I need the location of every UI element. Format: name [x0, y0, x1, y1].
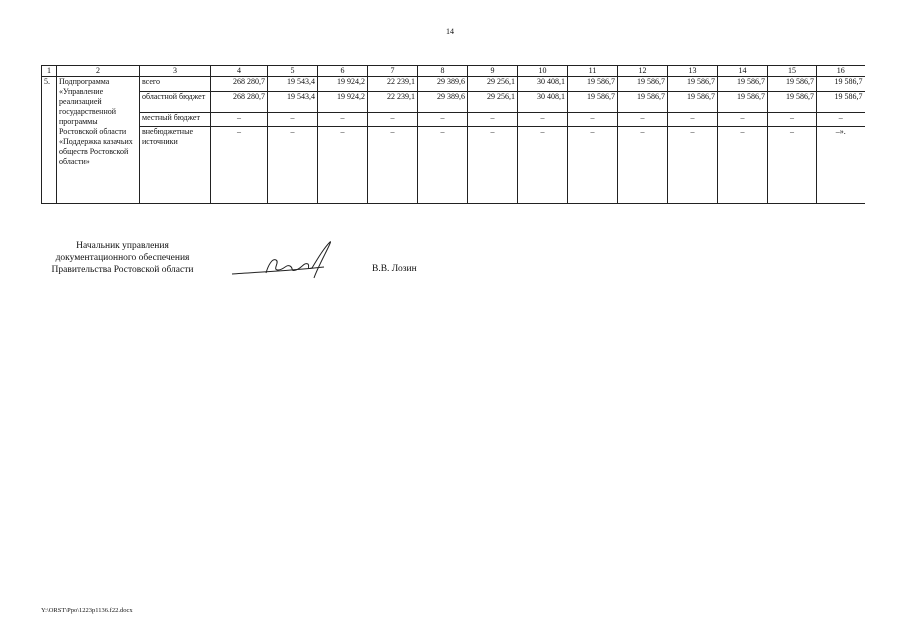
value-cell: 29 256,1: [468, 91, 518, 112]
value-cell: –: [418, 112, 468, 127]
header-cell: 7: [368, 66, 418, 77]
value-cell: –: [618, 127, 668, 204]
header-cell: 12: [618, 66, 668, 77]
signer-position-title: Начальник управления документационного обеспечения Правительства Ростовской области: [51, 241, 194, 275]
row-number: 5.: [42, 77, 57, 204]
value-cell: 19 586,7: [718, 77, 768, 92]
file-path: Y:\ORST\Ppo\1223p1136.f22.docx: [41, 607, 133, 614]
header-cell: 11: [568, 66, 618, 77]
value-cell: –: [518, 127, 568, 204]
value-cell: –: [268, 112, 318, 127]
signer-name: В.В. Лозин: [372, 264, 417, 274]
handwritten-signature: [228, 236, 338, 284]
value-cell: –: [211, 112, 268, 127]
page-number: 14: [446, 27, 454, 36]
value-cell: –».: [817, 127, 865, 204]
value-cell: 19 924,2: [318, 77, 368, 92]
value-cell: 19 543,4: [268, 77, 318, 92]
value-cell: 29 256,1: [468, 77, 518, 92]
value-cell: 19 924,2: [318, 91, 368, 112]
header-cell: 4: [211, 66, 268, 77]
value-cell: –: [518, 112, 568, 127]
value-cell: 29 389,6: [418, 91, 468, 112]
value-cell: 19 586,7: [768, 91, 817, 112]
table-row: [42, 91, 865, 112]
header-cell: 14: [718, 66, 768, 77]
header-cell: 5: [268, 66, 318, 77]
source-cell: областной бюджет: [140, 91, 211, 112]
value-cell: 19 586,7: [668, 91, 718, 112]
value-cell: –: [318, 112, 368, 127]
value-cell: 19 586,7: [618, 77, 668, 92]
header-cell: 6: [318, 66, 368, 77]
value-cell: 22 239,1: [368, 91, 418, 112]
header-cell: 2: [57, 66, 140, 77]
header-cell: 3: [140, 66, 211, 77]
table-row: [42, 77, 865, 92]
value-cell: –: [768, 127, 817, 204]
value-cell: –: [468, 127, 518, 204]
value-cell: –: [318, 127, 368, 204]
table-header-row: [42, 66, 865, 77]
source-cell: внебюджетные источники: [140, 127, 211, 204]
value-cell: 30 408,1: [518, 91, 568, 112]
header-cell: 9: [468, 66, 518, 77]
value-cell: 22 239,1: [368, 77, 418, 92]
value-cell: 19 586,7: [817, 91, 865, 112]
value-cell: 19 586,7: [668, 77, 718, 92]
value-cell: –: [668, 127, 718, 204]
header-cell: 10: [518, 66, 568, 77]
table-row: [42, 112, 865, 127]
value-cell: 30 408,1: [518, 77, 568, 92]
source-cell: местный бюджет: [140, 112, 211, 127]
value-cell: –: [368, 127, 418, 204]
program-name: Подпрограмма «Управление реализацией государственной программы Ростовской области «Поддержка казачьих обществ Ростовской области»: [57, 77, 140, 204]
header-cell: 15: [768, 66, 817, 77]
header-cell: 16: [817, 66, 865, 77]
value-cell: –: [718, 127, 768, 204]
value-cell: 268 280,7: [211, 77, 268, 92]
value-cell: 19 586,7: [768, 77, 817, 92]
value-cell: 19 543,4: [268, 91, 318, 112]
value-cell: –: [618, 112, 668, 127]
source-cell: всего: [140, 77, 211, 92]
value-cell: 29 389,6: [418, 77, 468, 92]
table-row: [42, 127, 865, 204]
value-cell: –: [468, 112, 518, 127]
value-cell: –: [211, 127, 268, 204]
value-cell: –: [268, 127, 318, 204]
value-cell: 19 586,7: [618, 91, 668, 112]
value-cell: –: [568, 112, 618, 127]
value-cell: –: [668, 112, 718, 127]
budget-table: [41, 65, 865, 204]
value-cell: –: [368, 112, 418, 127]
value-cell: 19 586,7: [817, 77, 865, 92]
value-cell: 19 586,7: [568, 77, 618, 92]
header-cell: 1: [42, 66, 57, 77]
value-cell: 19 586,7: [718, 91, 768, 112]
value-cell: –: [718, 112, 768, 127]
header-cell: 13: [668, 66, 718, 77]
value-cell: –: [768, 112, 817, 127]
value-cell: 268 280,7: [211, 91, 268, 112]
value-cell: –: [568, 127, 618, 204]
value-cell: –: [418, 127, 468, 204]
header-cell: 8: [418, 66, 468, 77]
value-cell: 19 586,7: [568, 91, 618, 112]
value-cell: –: [817, 112, 865, 127]
